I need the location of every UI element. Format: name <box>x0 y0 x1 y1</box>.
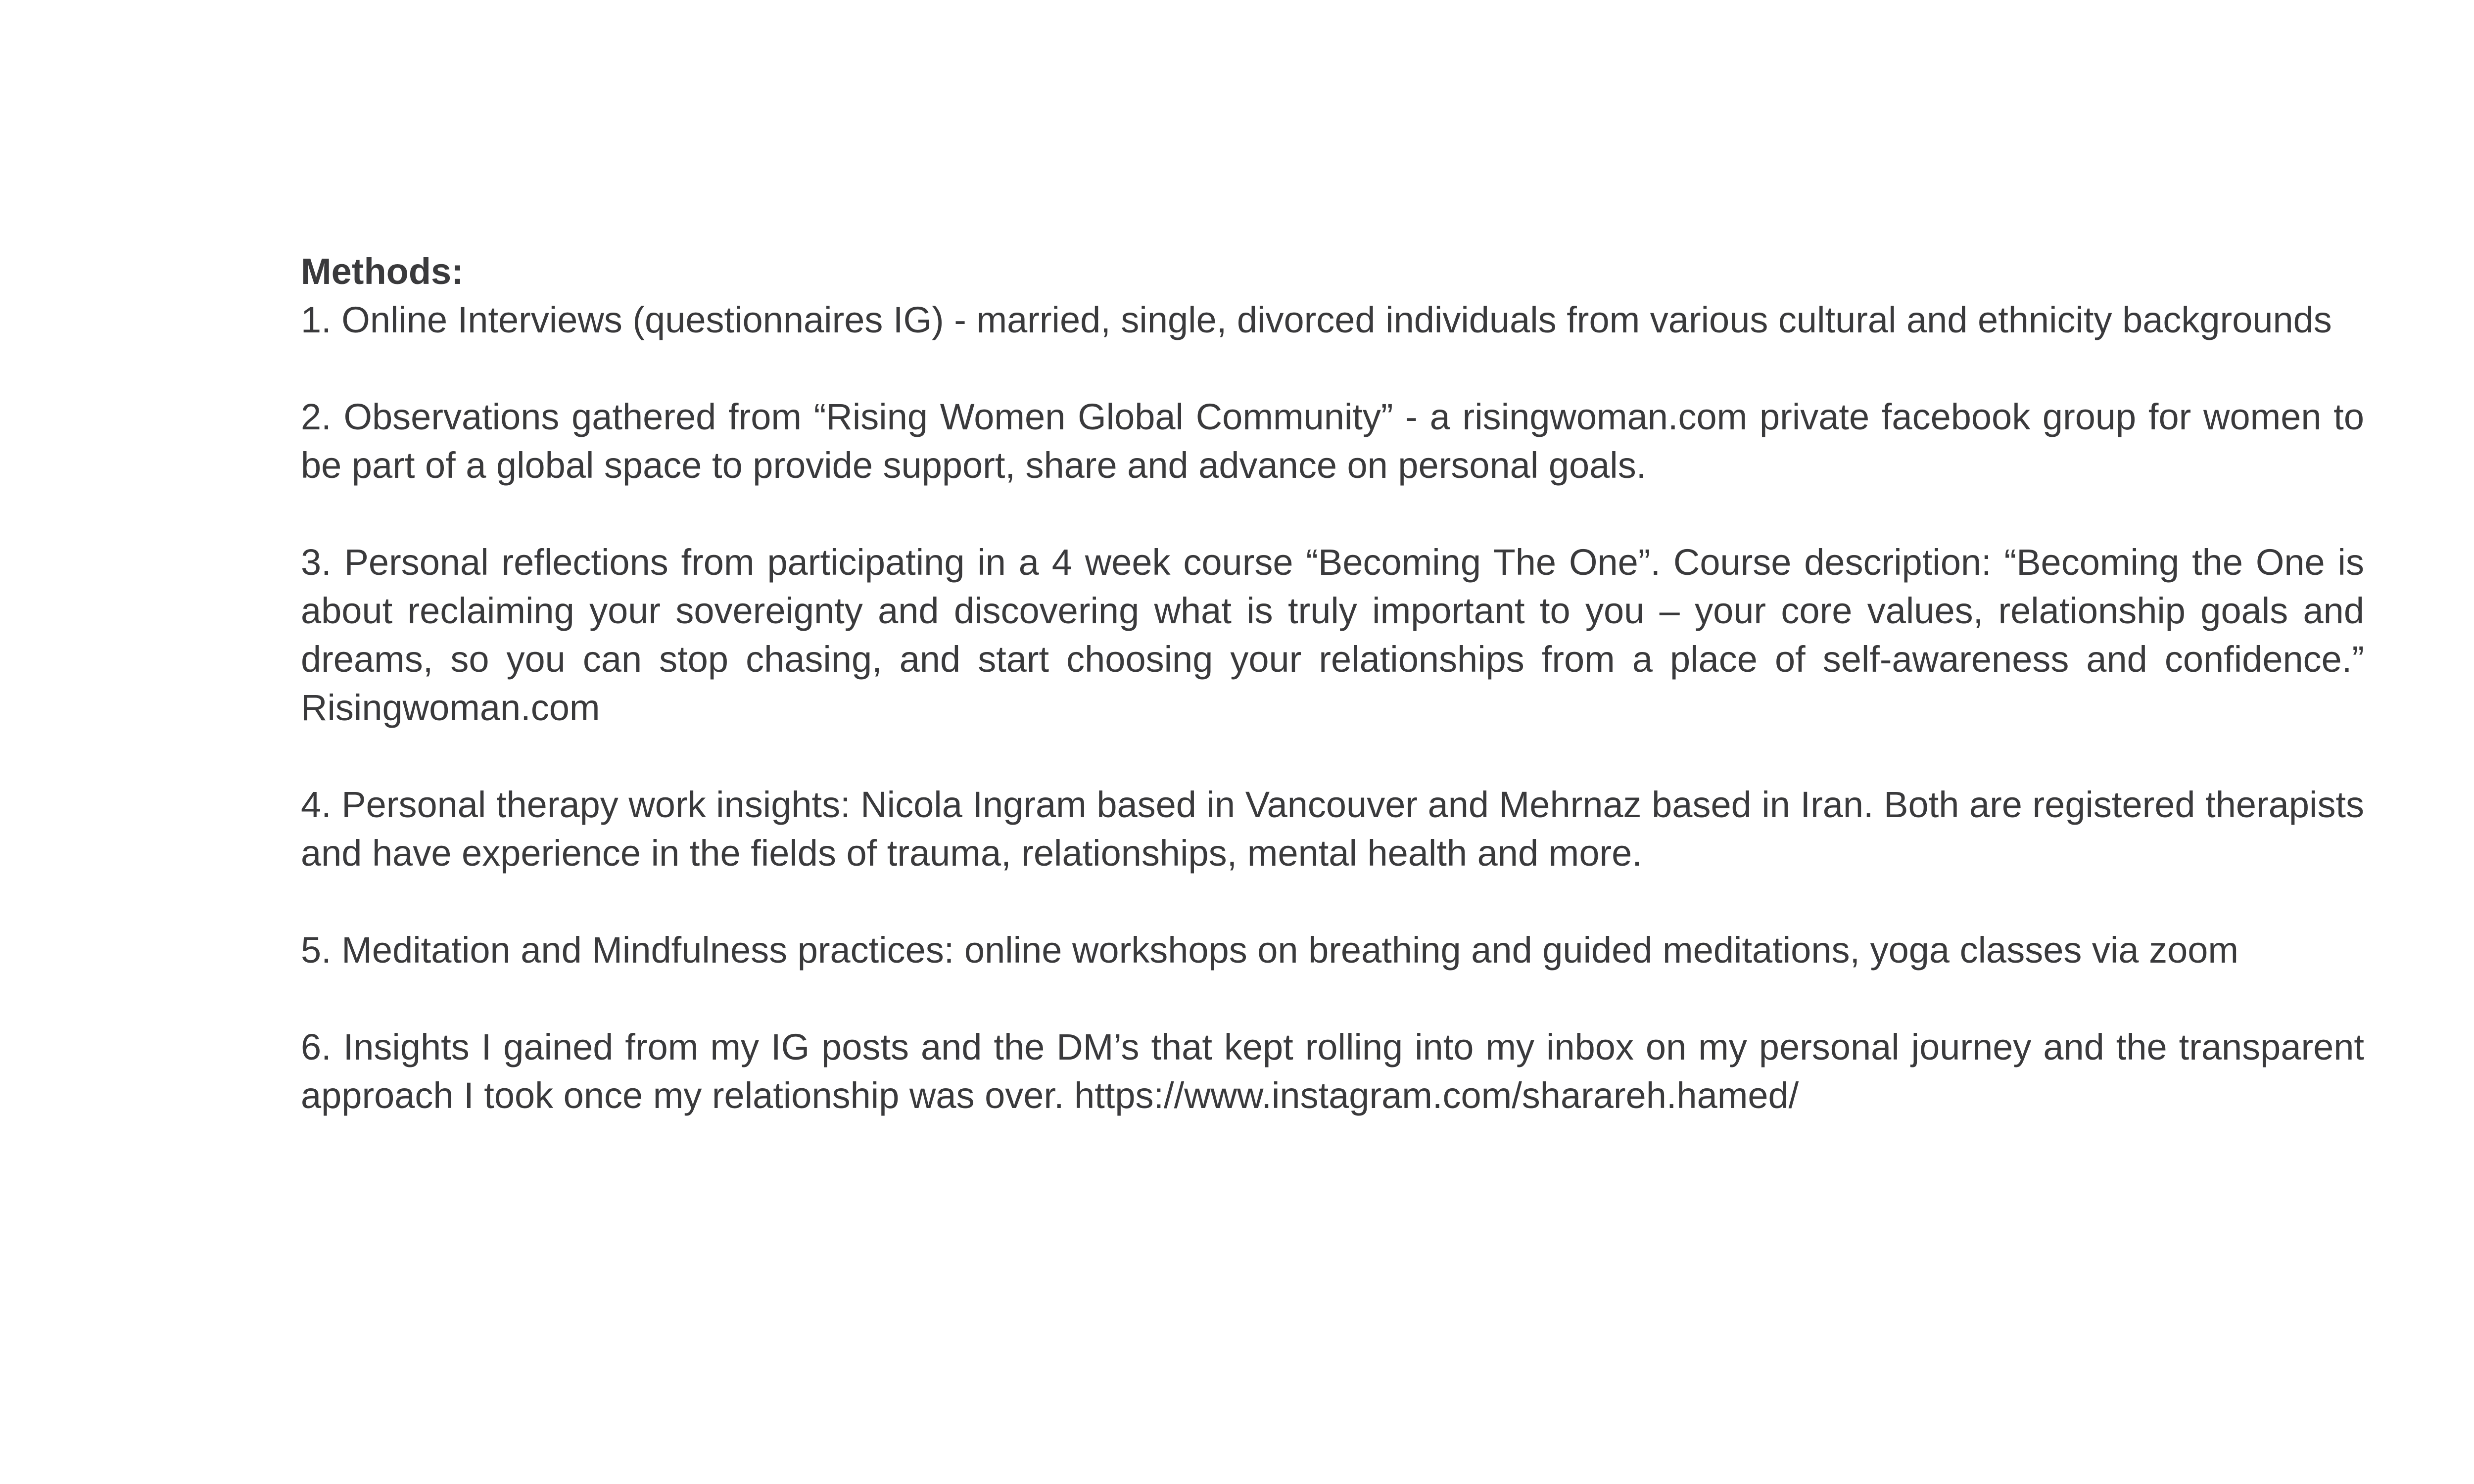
methods-section <box>301 247 2364 1120</box>
method-item-3: 3. Personal reflections from participating in a 4 week course “Becoming The One”. Course description: “Becoming the One is about reclaiming your sovereignty and discovering what is truly important to you – your core values, relationship goals and dreams, so you can stop chasing, and start choosing your relationships from a place of self-awareness and confidence.” Risingwoman.com <box>301 542 2364 728</box>
method-item-4: 4. Personal therapy work insights: Nicola Ingram based in Vancouver and Mehrnaz based in Iran. Both are registered therapists and have experience in the fields of trauma, relationships, mental health and more. <box>301 784 2364 874</box>
method-item-5: 5. Meditation and Mindfulness practices: online workshops on breathing and guided meditations, yoga classes via zoom <box>301 929 2239 971</box>
methods-heading: Methods: <box>301 251 464 292</box>
method-item-1: 1. Online Interviews (questionnaires IG) - married, single, divorced individuals from various cultural and ethnicity backgrounds <box>301 299 2332 340</box>
method-item-2: 2. Observations gathered from “Rising Women Global Community” - a risingwoman.com private facebook group for women to be part of a global space to provide support, share and advance on personal goals. <box>301 396 2364 486</box>
method-item-6: 6. Insights I gained from my IG posts and the DM’s that kept rolling into my inbox on my personal journey and the transparent approach I took once my relationship was over. https://www.instagram.com/sharareh.hamed/ <box>301 1026 2364 1116</box>
